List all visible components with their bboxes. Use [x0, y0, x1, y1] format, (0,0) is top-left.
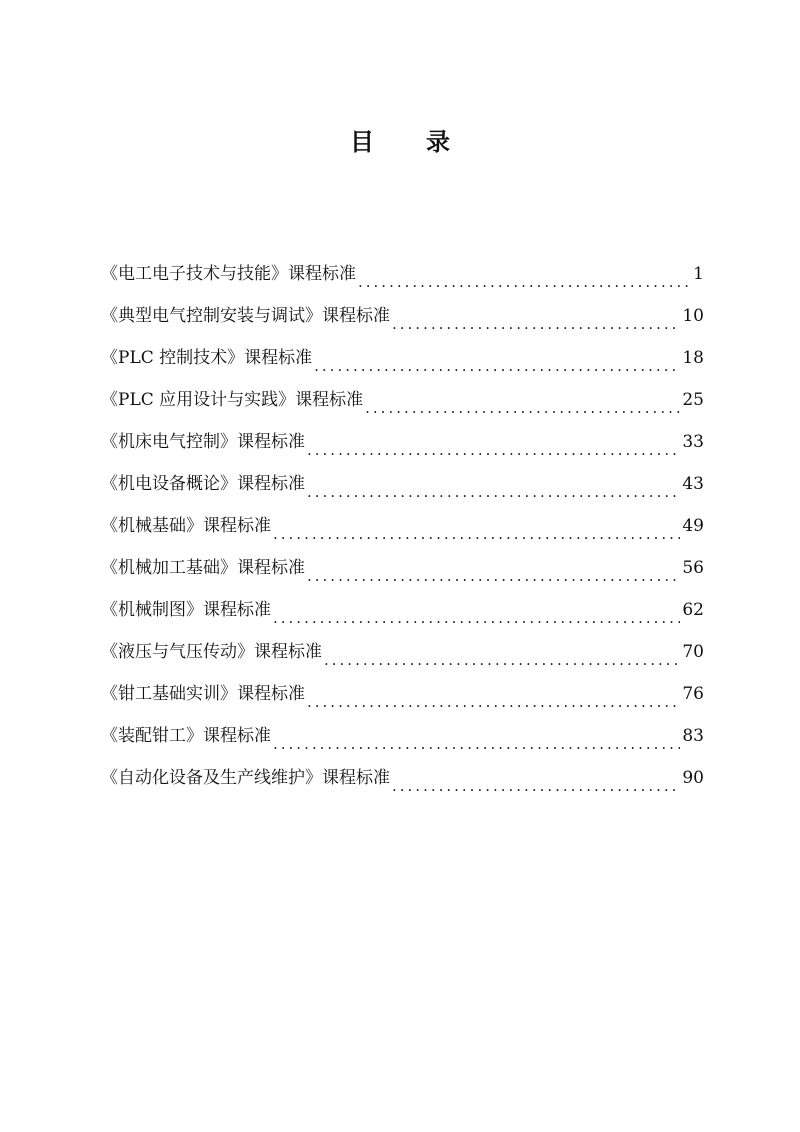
toc-entry[interactable]: [101, 544, 704, 586]
toc-entry-title: 《电工电子技术与技能》课程标准: [101, 264, 356, 284]
toc-entry[interactable]: [101, 334, 704, 376]
toc-dot-leader: [273, 592, 680, 628]
toc-entry[interactable]: [101, 628, 704, 670]
toc-dot-leader: [358, 256, 691, 292]
toc-entry-page: 49: [682, 516, 704, 536]
toc-dot-leader: [273, 508, 680, 544]
toc-entry[interactable]: [101, 754, 704, 796]
toc-entry-page: 83: [682, 726, 704, 746]
toc-entry-page: 1: [693, 264, 704, 284]
toc-entry-title: 《典型电气控制安装与调试》课程标准: [101, 306, 390, 326]
toc-entry[interactable]: [101, 292, 704, 334]
toc-entry-title: 《PLC 控制技术》课程标准: [101, 348, 313, 368]
toc-dot-leader: [314, 340, 680, 376]
toc-entry[interactable]: [101, 712, 704, 754]
toc-dot-leader: [307, 424, 680, 460]
toc-entry-title: 《机械制图》课程标准: [101, 600, 271, 620]
toc-dot-leader: [307, 676, 680, 712]
toc-entry-page: 25: [682, 390, 704, 410]
toc-entry[interactable]: [101, 460, 704, 502]
toc-dot-leader: [324, 634, 680, 670]
toc-dot-leader: [392, 760, 680, 796]
toc-entry-page: 10: [682, 306, 704, 326]
toc-entry-page: 62: [682, 600, 704, 620]
toc-entry-page: 56: [682, 558, 704, 578]
toc-entry[interactable]: [101, 376, 704, 418]
toc-entry-title: 《液压与气压传动》课程标准: [101, 642, 322, 662]
toc-entry-page: 43: [682, 474, 704, 494]
toc-entry[interactable]: [101, 418, 704, 460]
toc-entry-title: 《机床电气控制》课程标准: [101, 432, 305, 452]
toc-entry-page: 18: [682, 348, 704, 368]
toc-entry-title: 《PLC 应用设计与实践》课程标准: [101, 390, 364, 410]
toc-dot-leader: [365, 382, 680, 418]
toc-entry-title: 《钳工基础实训》课程标准: [101, 684, 305, 704]
toc-entry-title: 《机械加工基础》课程标准: [101, 558, 305, 578]
toc-dot-leader: [307, 550, 680, 586]
toc-title: 目录: [350, 128, 502, 156]
toc-entry[interactable]: [101, 586, 704, 628]
toc-dot-leader: [273, 718, 680, 754]
toc-entry-page: 33: [682, 432, 704, 452]
toc-entry-page: 90: [682, 768, 704, 788]
toc-entry-title: 《机电设备概论》课程标准: [101, 474, 305, 494]
toc-entry[interactable]: [101, 670, 704, 712]
toc-entry-title: 《装配钳工》课程标准: [101, 726, 271, 746]
toc-list: [101, 250, 704, 796]
toc-entry[interactable]: [101, 250, 704, 292]
toc-entry[interactable]: [101, 502, 704, 544]
toc-entry-page: 70: [682, 642, 704, 662]
toc-entry-title: 《机械基础》课程标准: [101, 516, 271, 536]
toc-entry-page: 76: [682, 684, 704, 704]
toc-dot-leader: [307, 466, 680, 502]
toc-dot-leader: [392, 298, 680, 334]
toc-entry-title: 《自动化设备及生产线维护》课程标准: [101, 768, 390, 788]
